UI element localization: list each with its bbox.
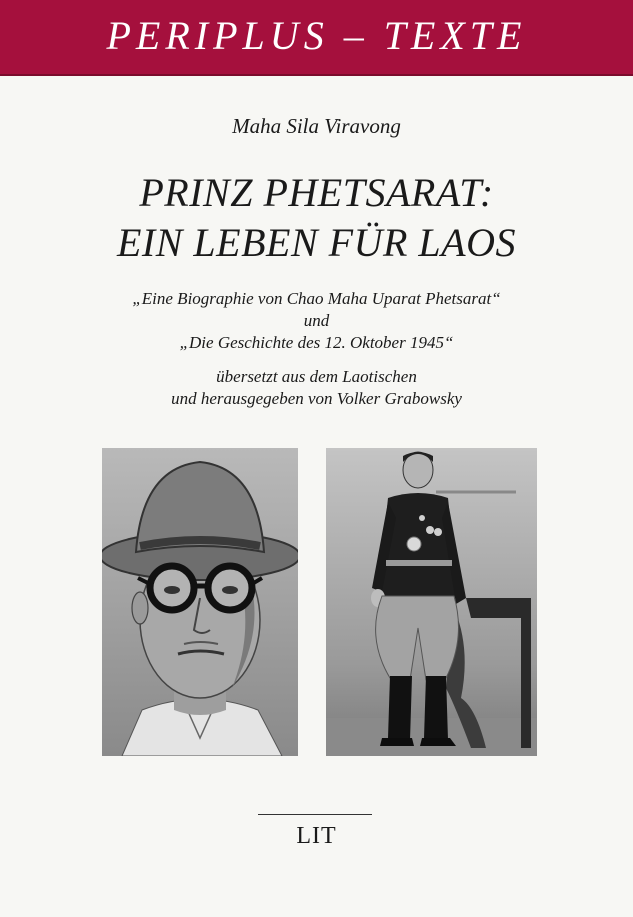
- translator-credit: [0, 366, 633, 410]
- author-name: Maha Sila Viravong: [232, 114, 401, 138]
- subtitle-line-1: „Eine Biographie von Chao Maha Uparat Phetsarat“: [132, 289, 501, 308]
- translator-line-2: und herausgegeben von Volker Grabowsky: [171, 389, 462, 408]
- book-subtitle: [0, 288, 633, 354]
- publisher-name: LIT: [296, 823, 337, 849]
- series-label: PERIPLUS – TEXTE: [106, 13, 527, 58]
- subtitle-line-2: und: [303, 311, 330, 330]
- title-line-2: EIN LEBEN FÜR LAOS: [117, 220, 516, 265]
- left-portrait-image: [102, 448, 298, 756]
- book-title: [0, 168, 633, 268]
- subtitle-line-3: „Die Geschichte des 12. Oktober 1945“: [179, 333, 454, 352]
- divider-line: [258, 814, 372, 815]
- right-portrait-image: [326, 448, 537, 756]
- translator-line-1: übersetzt aus dem Laotischen: [216, 367, 417, 386]
- series-banner: [0, 0, 633, 76]
- title-line-1: PRINZ PHETSARAT:: [139, 170, 494, 215]
